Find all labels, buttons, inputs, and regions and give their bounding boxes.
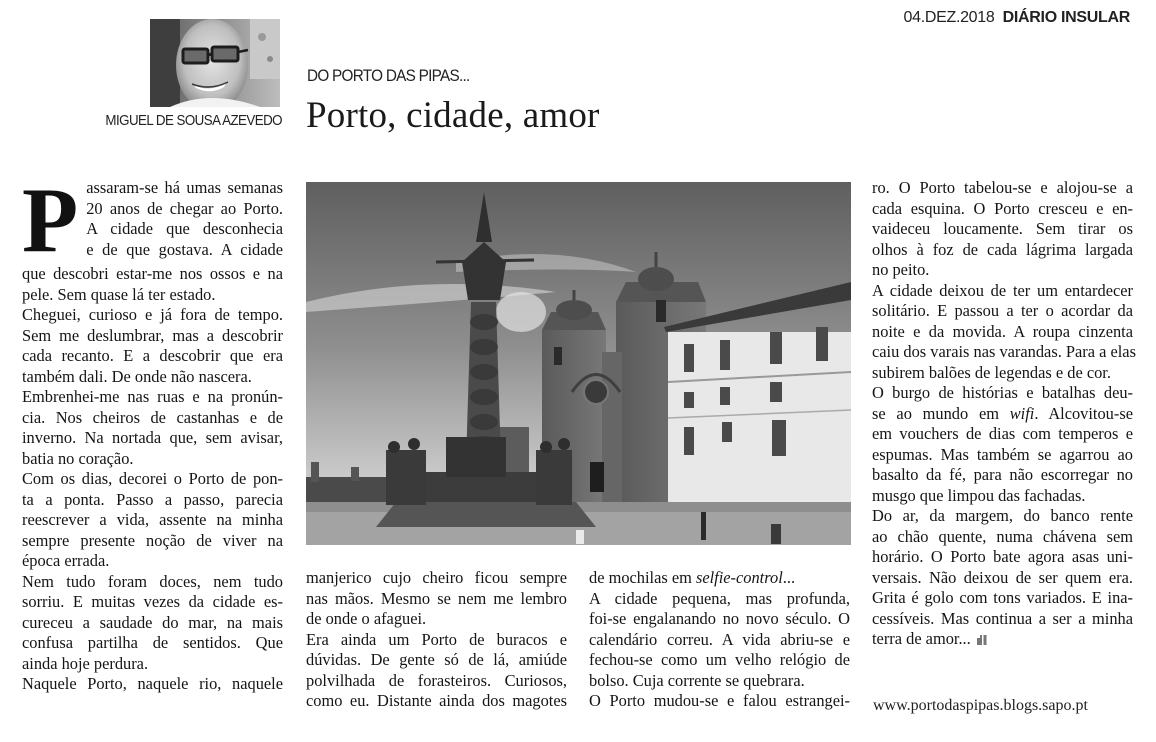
text-line: polvilhada de forasteiros. Curiosos, <box>306 670 567 690</box>
text-line: fechou-se como um velho relógio de <box>589 650 850 669</box>
text-line: cessíveis. Mas continua a ser a minha <box>872 608 1133 628</box>
text-line: Embrenhei-me nas ruas e na pronún- <box>22 387 283 406</box>
text-line: vaideceu loucamente. Sem tirar os <box>872 219 1133 238</box>
text-line: cureceu a saudade do mar, na mais <box>22 612 283 632</box>
text-line: solitário. E passou a ter o acordar da <box>872 301 1133 320</box>
text-line: A cidade pequena, mas profunda, <box>589 588 850 608</box>
text-line: confusa partilha de sentidos. Que <box>22 633 283 652</box>
porto-cathedral-photo <box>306 182 851 545</box>
article-column-4 <box>872 178 1136 650</box>
text-fragment: de mochilas em <box>589 568 696 587</box>
text-fragment: ... <box>782 568 796 587</box>
author-portrait-image <box>150 19 280 107</box>
text-line: assaram-se há umas semanas <box>86 178 283 197</box>
text-line: calendário correu. A vida abriu-se e <box>589 629 850 649</box>
article-column-2 <box>306 568 567 712</box>
author-name: MIGUEL DE SOUSA AZEVEDO <box>105 113 283 129</box>
text-fragment: terra de amor... <box>872 629 971 648</box>
italic-term: selfie-control <box>695 568 783 587</box>
text-line: O burgo de histórias e batalhas deu- <box>872 383 1133 402</box>
publication-name: DIÁRIO INSULAR <box>1002 9 1130 26</box>
text-line: Naquele Porto, naquele rio, naquele <box>22 674 283 693</box>
text-line: inverno. Na nortada que, sem avisar, <box>22 428 283 447</box>
text-line: espumas. Mas também se agarrou ao <box>872 444 1133 464</box>
cathedral-photo-icon <box>306 182 851 545</box>
text-line: Sem me deslumbrar, mas a descobrir <box>22 325 283 345</box>
text-line: também dali. De onde não nascera. <box>22 366 252 386</box>
text-line: nas mãos. Mesmo se nem me lembro <box>306 588 567 608</box>
text-line: Do ar, da margem, do banco rente <box>872 506 1133 525</box>
article-headline: Porto, cidade, amor <box>306 95 600 136</box>
text-line: ta a ponta. Passo a passo, parecia <box>22 489 283 509</box>
blog-url: www.portodaspipas.blogs.sapo.pt <box>873 697 1088 714</box>
text-line: musgo que limpou das fachadas. <box>872 485 1086 505</box>
text-line: cia. Nos cheiros de castanhas e de <box>22 407 283 427</box>
text-line: Nem tudo foram doces, nem tudo <box>22 571 283 591</box>
text-line: reescrever a vida, assente na minha <box>22 510 283 529</box>
drop-cap: P <box>22 169 79 271</box>
text-line: que descobri estar-me nos ossos e na <box>22 264 283 283</box>
text-line: no peito. <box>872 260 930 279</box>
text-fragment: se ao mundo em <box>872 403 1010 423</box>
text-line: época errada. <box>22 551 110 570</box>
text-line: cada recanto. E a descobrir que era <box>22 346 283 365</box>
text-line: horário. O Porto bate agora asas uni- <box>872 547 1133 566</box>
text-line: Era ainda um Porto de buracos e <box>306 629 567 649</box>
text-line: noite e da movida. A roupa cinzenta <box>872 321 1133 341</box>
text-line <box>872 404 1133 425</box>
column-kicker: DO PORTO DAS PIPAS... <box>307 66 470 85</box>
text-line: batia no coração. <box>22 448 134 468</box>
text-line: olhos à foz de cada lágrima largada <box>872 239 1133 259</box>
text-line: basalto da fé, para não escorregar no <box>872 465 1133 484</box>
text-line: sempre presente noção de viver na <box>22 530 283 550</box>
text-line: cada esquina. O Porto cresceu e en- <box>872 198 1133 218</box>
text-line: versais. Não deixou de ser quem era. <box>872 567 1133 587</box>
article-column-1 <box>22 169 283 695</box>
text-line: A cidade que desconhecia <box>86 219 283 238</box>
text-line: subirem balões de legendas e de cor. <box>872 362 1111 382</box>
text-line: manjerico cujo cheiro ficou sempre <box>306 568 567 587</box>
text-line: dúvidas. De gente só de lá, amiúde <box>306 650 567 669</box>
text-line: e de que gostava. A cidade <box>86 239 283 259</box>
text-line: pele. Sem quase lá ter estado. <box>22 284 216 304</box>
text-line: bolso. Cuja corrente se quebrara. <box>589 670 805 690</box>
text-line: 20 anos de chegar ao Porto. <box>86 198 283 218</box>
text-line: Grita é golo com tons variados. E ina- <box>872 588 1133 607</box>
text-line: caiu dos varais nas varandas. Para a elas <box>872 342 1136 361</box>
text-fragment: . Alcovitou-se <box>1034 403 1133 423</box>
author-portrait-icon <box>150 19 280 107</box>
text-line: ainda hoje perdura. <box>22 653 149 673</box>
text-line: como eu. Distante ainda dos magotes <box>306 691 567 710</box>
text-line: de onde o afaguei. <box>306 609 427 628</box>
text-line: O Porto mudou-se e falou estrangei- <box>589 691 850 710</box>
text-line: ao chão quente, numa chávena sem <box>872 526 1133 546</box>
text-line: foi-se engalanando no novo século. O <box>589 609 850 628</box>
text-line: ro. O Porto tabelou-se e alojou-se a <box>872 178 1133 197</box>
article-column-3 <box>589 568 850 712</box>
text-line: Com os dias, decorei o Porto de pon- <box>22 469 283 488</box>
text-line: sorriu. E muitas vezes da cidade es- <box>22 592 283 611</box>
end-mark-icon <box>977 635 987 645</box>
text-line <box>589 568 850 589</box>
text-line <box>872 629 1133 650</box>
text-line: em vouchers de dias com temperos e <box>872 424 1133 443</box>
masthead <box>904 9 1131 27</box>
text-line: Cheguei, curioso e já fora de tempo. <box>22 305 283 324</box>
issue-date: 04.DEZ.2018 <box>903 9 995 26</box>
italic-term: wifi <box>1009 403 1035 423</box>
text-line: A cidade deixou de ter um entardecer <box>872 280 1133 300</box>
